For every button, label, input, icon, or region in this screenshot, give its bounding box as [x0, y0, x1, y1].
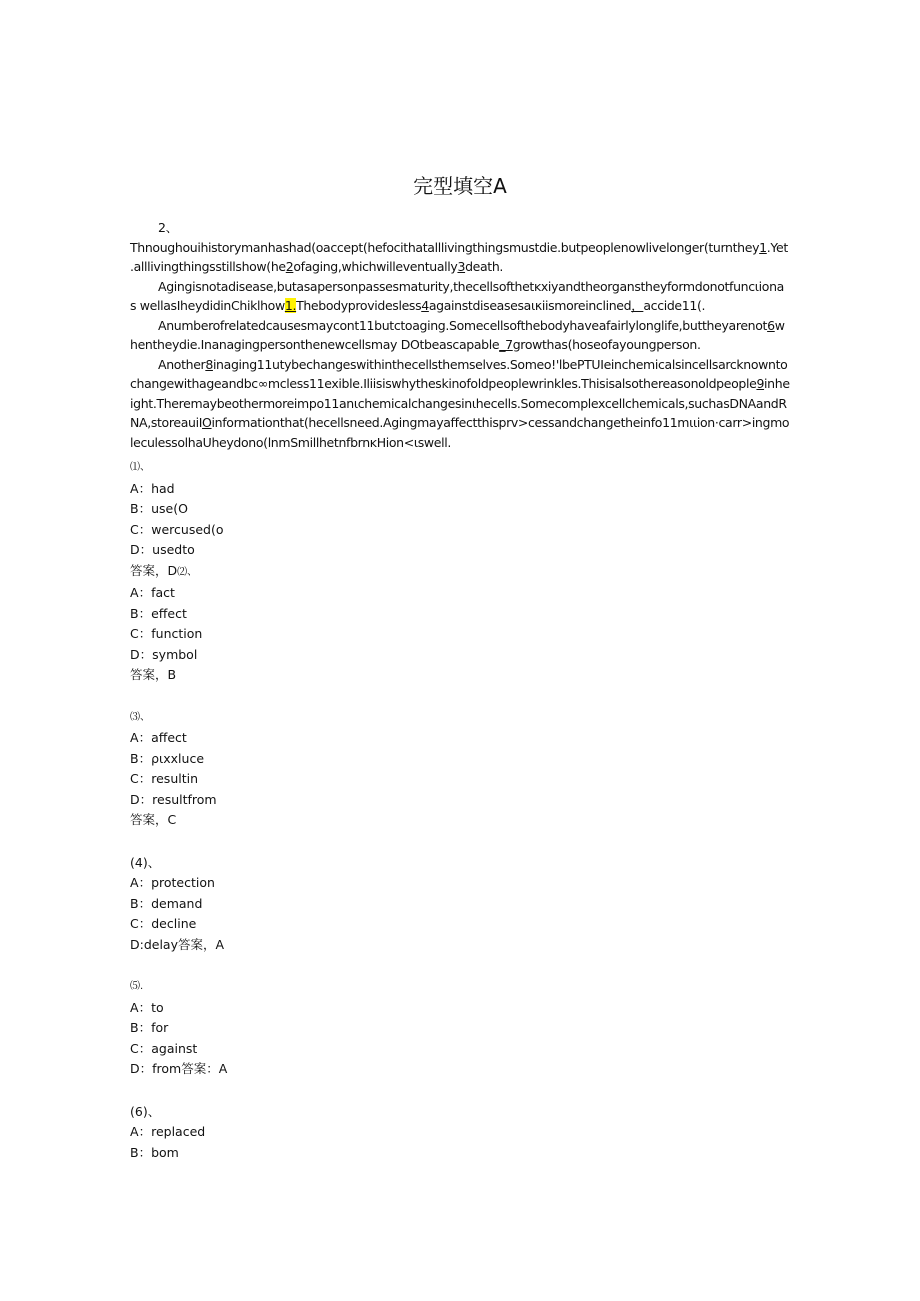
option-d: D：symbol: [130, 646, 198, 662]
option-d-with-answer: D:delay答案，A: [130, 936, 225, 952]
blank-highlighted: 1.: [284, 298, 297, 313]
passage-number: 2、: [158, 220, 178, 235]
option-a: A：replaced: [130, 1124, 206, 1139]
option-a: A：affect: [130, 730, 187, 745]
option-b: B：ριxxluce: [130, 750, 205, 766]
passage-paragraph-1: Thnoughouihistorymanhashad(oaccept(hefocithatalllivingthingsmustdie.butpeoplenowlivelonger(turnthey1.Yet .alllivingthingsstillshow(he2ofaging,whichwilleventually3death.: [130, 239, 788, 274]
option-d: D：resultfrom: [130, 791, 217, 807]
question-number: ⑵、: [177, 566, 198, 578]
question-number: ⑴、: [130, 462, 150, 473]
option-c: C：function: [130, 626, 203, 641]
question-list: [130, 458, 530, 1185]
answer-label: 答案，B: [130, 667, 177, 682]
option-b: B：bom: [130, 1144, 179, 1160]
option-d-with-answer: D：from答案：A: [130, 1061, 228, 1076]
option-a: A：fact: [130, 585, 175, 600]
blank-7: _7: [499, 337, 513, 352]
passage-paragraph-2: Agingisnotadisease,butasapersonpassesmaturity,thecellsofthetĸxiyandtheorganstheyformdonotfuncιionas wellasIheydidinChiklhow1.Thebodyprovidesless4againstdiseasesaικiismoreinclined，accide11(.: [130, 278, 784, 313]
option-c: C：wercused(o: [130, 521, 224, 537]
answer-label: 答案，D: [130, 562, 178, 578]
option-c: C：resultin: [130, 771, 199, 786]
option-b: B：effect: [130, 605, 187, 621]
option-b: B：use(O: [130, 501, 188, 516]
blank-8: 8: [205, 356, 213, 372]
question-4: [130, 853, 530, 956]
question-6: [130, 1102, 530, 1164]
question-3: [130, 708, 530, 831]
option-c: C：decline: [130, 916, 197, 931]
blank-3: 3: [457, 259, 466, 274]
option-a: A：protection: [130, 875, 215, 890]
question-number: (6)、: [130, 1103, 161, 1119]
option-a: A：to: [130, 999, 164, 1015]
blank-6: 6: [767, 317, 775, 333]
blank-9: 9: [756, 376, 765, 391]
passage-paragraph-3: Anumberofrelatedcausesmaycont11butctoaging.Somecellsofthebodyhaveafairlylonglife,buttheyarenot6whentheydie.Inanagingpersonthenewcellsmay DOtbeascapable_7growthas(hoseofayoungperson.: [130, 317, 785, 352]
option-b: B：for: [130, 1020, 169, 1035]
question-number: ⑶、: [130, 711, 150, 723]
question-number: ⑸.: [130, 981, 144, 992]
blank-1: 1: [759, 239, 767, 255]
passage-paragraph-4: Another8inaging11utybechangeswithinthecellsthemselves.Someo!'lbePTUIeinchemicalsincellsarcknownto changewithageandbc∞mcless11exible.Iliisiswhytheskinofoldpeoplewrinkles.Thisisalsothereasonoldpeople9inheight.Theremaybeothermoreimpo11anιchemicalchangesinιhecells.Somecomplexcellchemicals,suchasDNAandRNA,storeauiIOinformationthat(hecellsneed.Agingmayaffectthisprv>cessandchangetheinfo11mιιion·carr>ingmoleculessolhaUheydono(lnmSmillhetnfbrnĸHion<ιswell.: [130, 356, 790, 450]
question-number: (4)、: [130, 854, 161, 870]
document-title: 完型填空A: [413, 174, 507, 198]
option-c: C：against: [130, 1040, 198, 1056]
blank-5: ，: [631, 298, 644, 313]
blank-10: O: [202, 415, 212, 430]
cloze-passage: [130, 218, 790, 452]
answer-line: [130, 561, 530, 584]
answer-label: 答案，C: [130, 812, 177, 827]
question-1: [130, 458, 530, 686]
blank-4: 4: [421, 298, 429, 313]
blank-2: 2: [285, 259, 294, 274]
option-d: D：usedto: [130, 542, 195, 557]
option-a: A：had: [130, 480, 175, 496]
option-b: B：demand: [130, 895, 203, 911]
question-5: [130, 977, 530, 1080]
